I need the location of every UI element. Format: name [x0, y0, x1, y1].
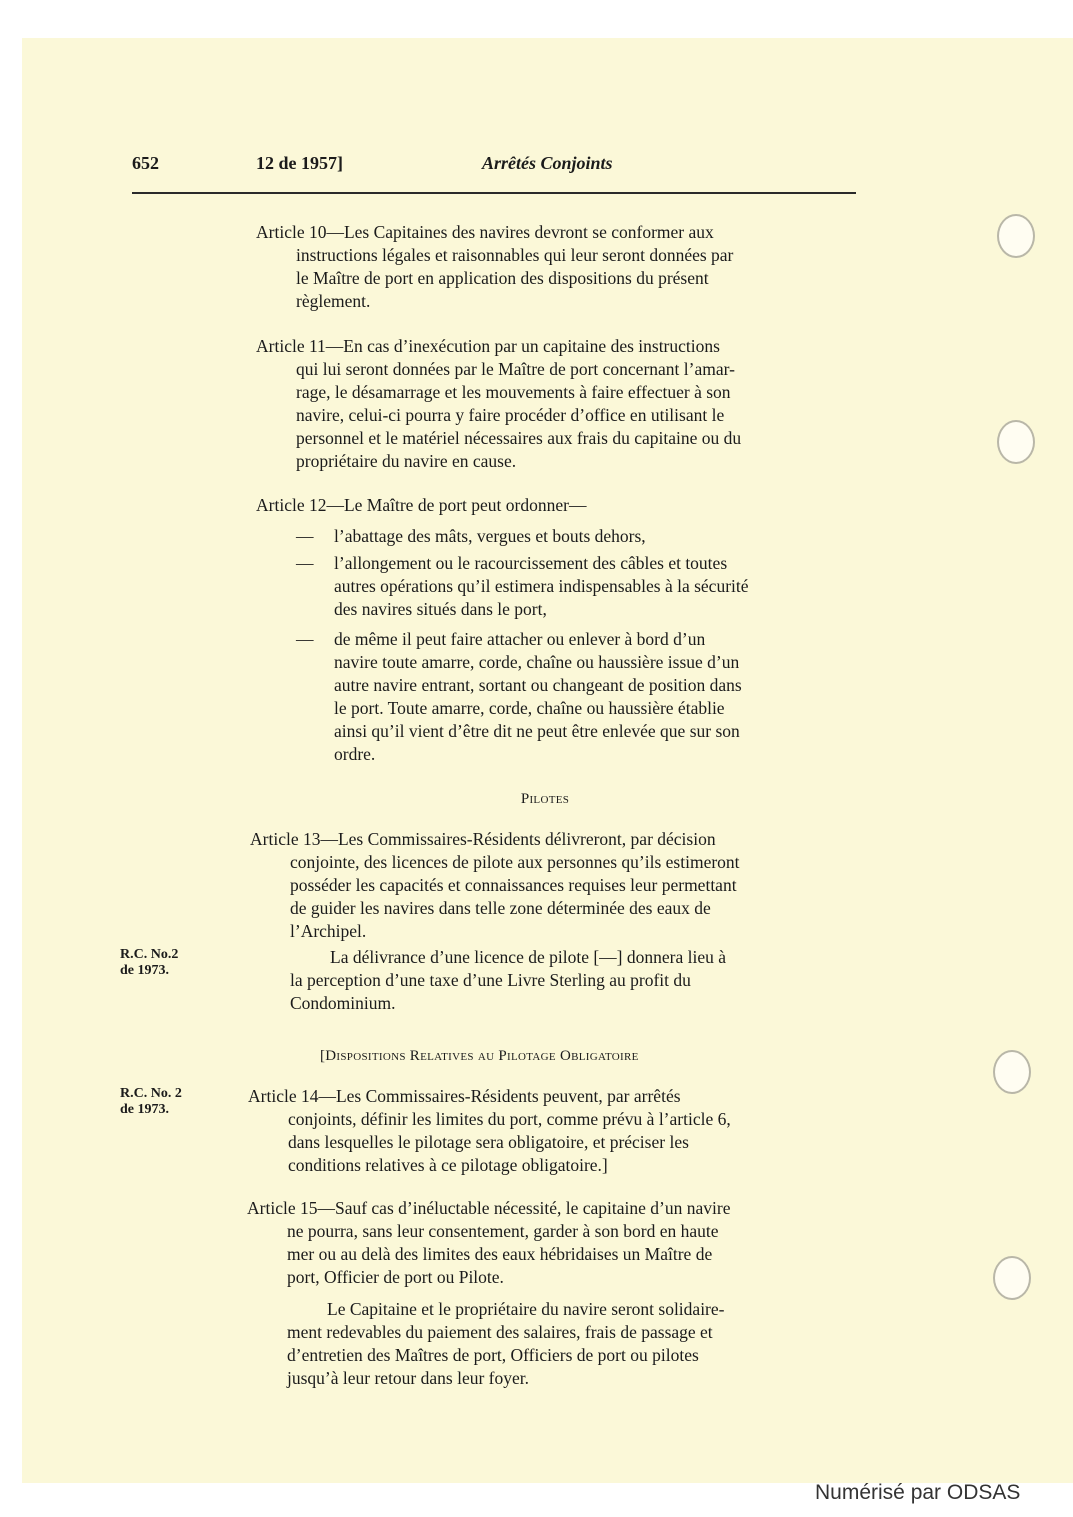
article-12-item-line: ordre. [334, 744, 376, 764]
article-12-item-line: le port. Toute amarre, corde, chaîne ou haussière établie [334, 698, 725, 718]
article-13-line: posséder les capacités et connaissances requises leur permettant [290, 875, 737, 895]
article-13-p2-line: La délivrance d’une licence de pilote [—] donnera lieu à [330, 947, 726, 967]
article-13-line: de guider les navires dans telle zone déterminée des eaux de [290, 898, 711, 918]
article-12-item-line: des navires situés dans le port, [334, 599, 547, 619]
margin-note-rc-1973 [120, 947, 178, 979]
article-11 [256, 335, 856, 473]
article-12-item-line: l’abattage des mâts, vergues et bouts dehors, [334, 526, 646, 546]
article-14-line: conditions relatives à ce pilotage obligatoire.] [288, 1155, 608, 1175]
article-10-line: le Maître de port en application des dispositions du présent [296, 268, 709, 288]
margin-note-line: R.C. No.2 [120, 947, 179, 962]
article-15-line: mer ou au delà des limites des eaux hébridaises un Maître de [287, 1244, 713, 1264]
article-15-line: ne pourra, sans leur consentement, garder à son bord en haute [287, 1221, 719, 1241]
article-15-p2-line: d’entretien des Maîtres de port, Officiers de port ou pilotes [287, 1345, 699, 1365]
article-12-item-line: autre navire entrant, sortant ou changeant de position dans [334, 675, 742, 695]
article-12-item [296, 628, 856, 766]
dash-bullet: — [296, 526, 314, 546]
punch-hole-2 [997, 420, 1035, 464]
punch-hole-1 [997, 214, 1035, 258]
dash-bullet: — [296, 553, 314, 573]
margin-note-line: R.C. No. 2 [120, 1086, 182, 1101]
article-13-p2-line: la perception d’une taxe d’une Livre Sterling au profit du [290, 970, 691, 990]
margin-note-rc-1973 [120, 1086, 182, 1118]
article-15-p2-line: Le Capitaine et le propriétaire du navire seront solidaire- [327, 1299, 725, 1319]
article-13 [250, 828, 854, 943]
article-11-line: navire, celui-ci pourra y faire procéder d’office en utilisant le [296, 405, 725, 425]
article-13-line: conjointe, des licences de pilote aux personnes qu’ils estimeront [290, 852, 740, 872]
article-11-line: rage, le désamarrage et les mouvements à faire effectuer à son [296, 382, 731, 402]
article-14 [248, 1085, 850, 1177]
article-10-line: règlement. [296, 291, 371, 311]
header-rule [132, 192, 856, 194]
article-13-line: Article 13—Les Commissaires-Résidents délivreront, par décision [250, 829, 716, 849]
article-11-line: propriétaire du navire en cause. [296, 451, 517, 471]
article-12-item-line: navire toute amarre, corde, chaîne ou haussière issue d’un [334, 652, 740, 672]
article-10-line: Article 10—Les Capitaines des navires devront se conformer aux [256, 222, 714, 242]
article-11-line: qui lui seront données par le Maître de port concernant l’amar- [296, 359, 735, 379]
article-14-line: conjoints, définir les limites du port, comme prévu à l’article 6, [288, 1109, 731, 1129]
article-12-item-line: de même il peut faire attacher ou enlever à bord d’un [334, 629, 706, 649]
punch-hole-4 [993, 1256, 1031, 1300]
page-number: 652 [132, 153, 159, 173]
header-title: Arrêtés Conjoints [482, 153, 613, 173]
article-15-line: port, Officier de port ou Pilote. [287, 1267, 504, 1287]
digitization-credit: Numérisé par ODSAS [815, 1481, 1021, 1504]
article-14-line: Article 14—Les Commissaires-Résidents peuvent, par arrêtés [248, 1086, 681, 1106]
margin-note-line: de 1973. [120, 1102, 169, 1117]
article-13-line: l’Archipel. [290, 921, 367, 941]
article-12-item [296, 552, 856, 621]
article-12-item-line: l’allongement ou le racourcissement des câbles et toutes [334, 553, 728, 573]
article-15 [247, 1197, 850, 1289]
article-12-item-line: ainsi qu’il vient d’être dit ne peut être enlevée que sur son [334, 721, 740, 741]
section-heading-dispositions: [Dispositions Relatives au Pilotage Obligatoire [320, 1048, 639, 1064]
dash-bullet: — [296, 629, 314, 649]
article-14-line: dans lesquelles le pilotage sera obligatoire, et préciser les [288, 1132, 689, 1152]
article-15-p2-line: jusqu’à leur retour dans leur foyer. [287, 1368, 530, 1388]
article-11-line: personnel et le matériel nécessaires aux frais du capitaine ou du [296, 428, 742, 448]
article-11-line: Article 11—En cas d’inexécution par un capitaine des instructions [256, 336, 720, 356]
article-13-p2-line: Condominium. [290, 993, 396, 1013]
article-15-p2-line: ment redevables du paiement des salaires, frais de passage et [287, 1322, 713, 1342]
header-reference: 12 de 1957] [256, 153, 343, 173]
article-12-intro: Article 12—Le Maître de port peut ordonner— [256, 495, 587, 515]
section-heading-pilotes: Pilotes [520, 791, 570, 807]
article-13-paragraph-2 [290, 946, 854, 1015]
punch-hole-3 [993, 1050, 1031, 1094]
article-15-line: Article 15—Sauf cas d’inéluctable nécessité, le capitaine d’un navire [247, 1198, 731, 1218]
article-10 [256, 221, 856, 313]
article-12-item-line: autres opérations qu’il estimera indispensables à la sécurité [334, 576, 749, 596]
article-10-line: instructions légales et raisonnables qui leur seront données par [296, 245, 734, 265]
margin-note-line: de 1973. [120, 963, 169, 978]
article-12-item [296, 525, 856, 548]
article-15-paragraph-2 [287, 1298, 850, 1390]
